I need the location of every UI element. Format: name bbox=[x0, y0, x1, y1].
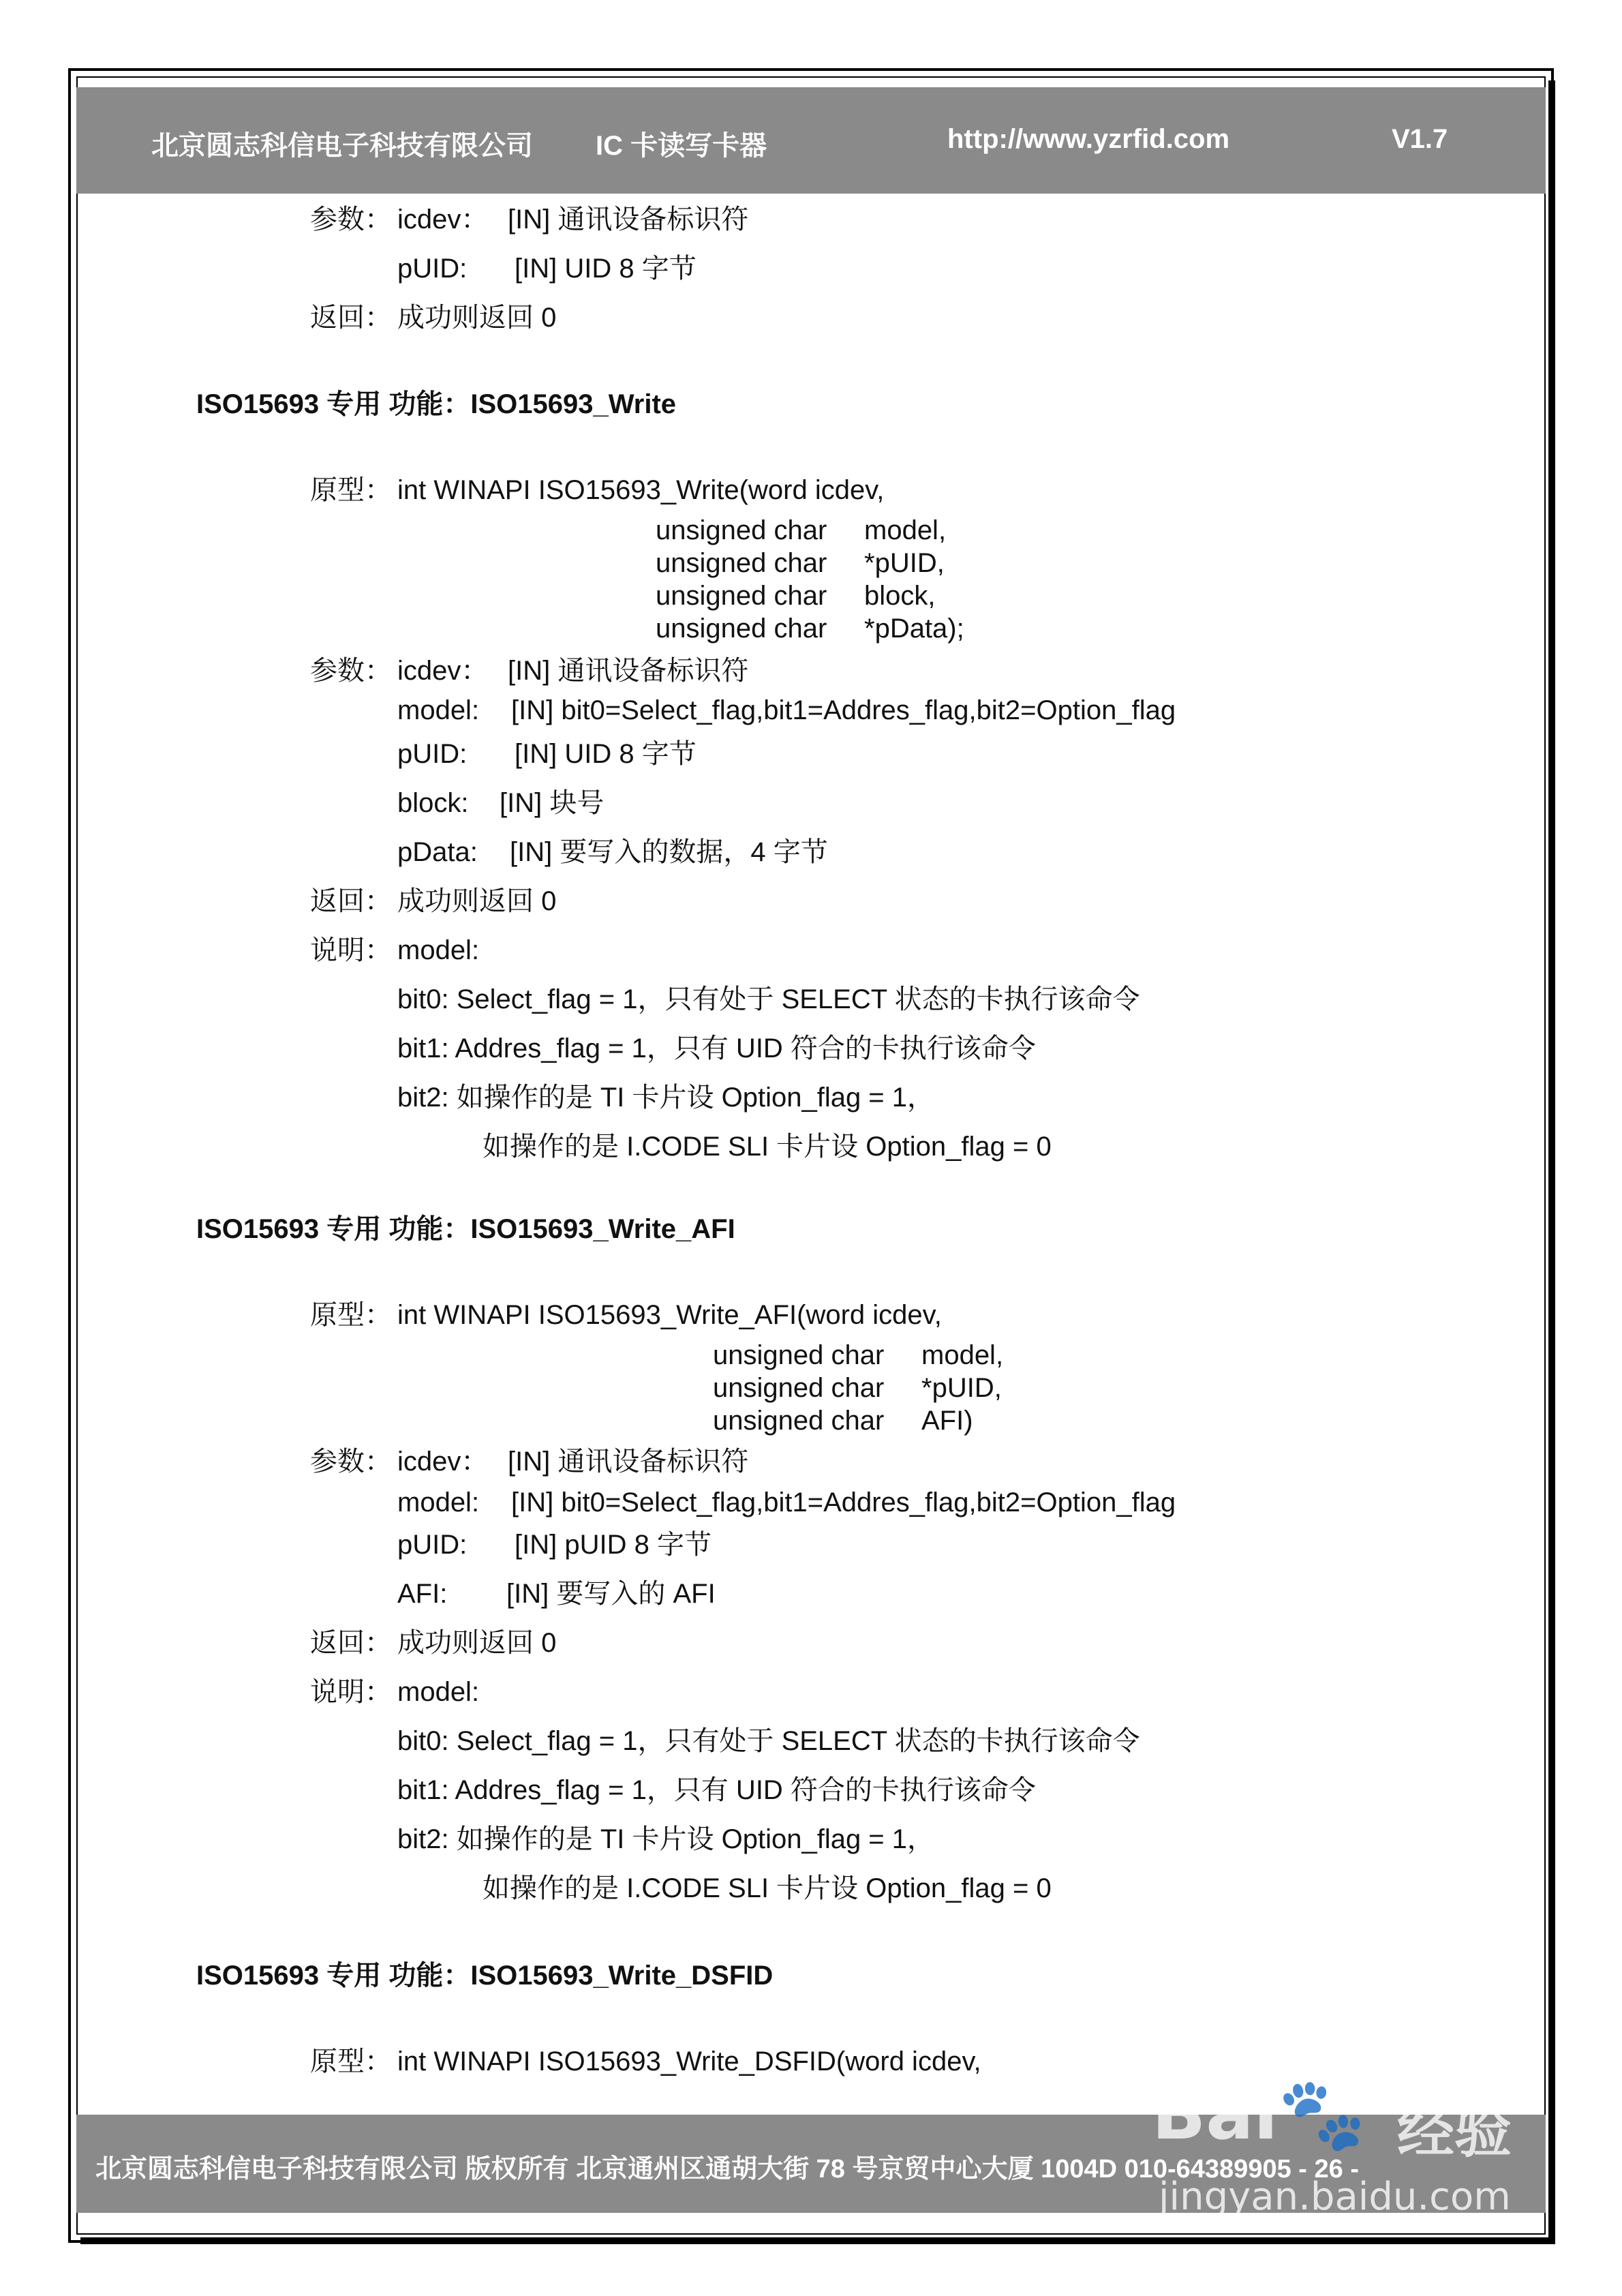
param-name: pUID: bbox=[397, 739, 468, 769]
header-company: 北京圆志科信电子科技有限公司 bbox=[151, 131, 533, 161]
param-name: block: bbox=[397, 788, 469, 818]
prototype-signature: int WINAPI ISO15693_Write_AFI(word icdev, bbox=[397, 1300, 942, 1330]
note-text: bit1: Addres_flag = 1，只有 UID 符合的卡执行该命令 bbox=[397, 1775, 1036, 1805]
watermark-brand-text: Bai bbox=[1152, 2072, 1279, 2156]
page-shadow-right bbox=[1548, 80, 1555, 2243]
watermark-brand bbox=[1152, 2072, 1366, 2156]
prototype-arg-name: model, bbox=[921, 1340, 1004, 1370]
param-name: pData: bbox=[397, 837, 478, 867]
section-heading: ISO15693 专用 功能：ISO15693_Write_AFI bbox=[196, 1214, 735, 1244]
param-desc: [IN] pUID 8 字节 bbox=[515, 1530, 711, 1560]
param-desc: [IN] 要写入的 AFI bbox=[506, 1579, 716, 1609]
param-name: icdev： bbox=[397, 1447, 489, 1477]
param-label: 参数： bbox=[310, 205, 392, 235]
prototype-arg-name: *pUID, bbox=[921, 1373, 1002, 1403]
watermark-brand-cn: 经验 bbox=[1397, 2098, 1512, 2165]
prototype-arg-type: unsigned char bbox=[713, 1373, 885, 1403]
paw-icon: 🐾 bbox=[1278, 2072, 1366, 2156]
prototype-arg-type: unsigned char bbox=[656, 515, 827, 545]
note-text: model: bbox=[397, 935, 480, 965]
prototype-arg-type: unsigned char bbox=[656, 581, 827, 611]
param-name: icdev： bbox=[397, 205, 489, 235]
section-heading: ISO15693 专用 功能：ISO15693_Write_DSFID bbox=[196, 1961, 774, 1991]
param-desc: [IN] bit0=Select_flag,bit1=Addres_flag,bit2=Option_flag bbox=[511, 695, 1176, 725]
note-label: 说明： bbox=[310, 935, 392, 965]
prototype-label: 原型： bbox=[310, 475, 392, 505]
header-version: V1.7 bbox=[1392, 124, 1448, 154]
param-desc: [IN] 通讯设备标识符 bbox=[508, 1447, 749, 1477]
note-text: model: bbox=[397, 1677, 480, 1707]
note-text: bit0: Select_flag = 1，只有处于 SELECT 状态的卡执行该命令 bbox=[397, 1726, 1140, 1756]
prototype-arg-name: *pUID, bbox=[864, 548, 945, 578]
note-text: bit2: 如操作的是 TI 卡片设 Option_flag = 1， bbox=[397, 1083, 935, 1113]
note-text: bit1: Addres_flag = 1，只有 UID 符合的卡执行该命令 bbox=[397, 1033, 1036, 1063]
param-name: model: bbox=[397, 1487, 480, 1517]
note-label: 说明： bbox=[310, 1677, 392, 1707]
note-text: 如操作的是 I.CODE SLI 卡片设 Option_flag = 0 bbox=[483, 1873, 1052, 1903]
prototype-arg-name: *pData); bbox=[864, 614, 964, 644]
param-label: 参数： bbox=[310, 1447, 392, 1477]
param-name: icdev： bbox=[397, 656, 489, 686]
prototype-arg-type: unsigned char bbox=[656, 614, 827, 644]
param-desc: [IN] 通讯设备标识符 bbox=[508, 656, 749, 686]
page-header bbox=[76, 87, 1546, 194]
return-label: 返回： bbox=[310, 303, 392, 333]
param-desc: [IN] bit0=Select_flag,bit1=Addres_flag,bit2=Option_flag bbox=[511, 1487, 1176, 1517]
param-desc: [IN] 通讯设备标识符 bbox=[508, 205, 749, 235]
header-product: IC 卡读写卡器 bbox=[596, 131, 767, 161]
footer-text: 北京圆志科信电子科技有限公司 版权所有 北京通州区通胡大街 78 号京贸中心大厦 1004D 010-64389905 - 26 - bbox=[95, 2155, 1359, 2184]
param-desc: [IN] UID 8 字节 bbox=[515, 254, 697, 284]
prototype-signature: int WINAPI ISO15693_Write(word icdev, bbox=[397, 475, 885, 505]
param-name: model: bbox=[397, 695, 480, 725]
param-name: pUID: bbox=[397, 1530, 468, 1560]
return-text: 成功则返回 0 bbox=[397, 303, 557, 333]
page-shadow-bottom bbox=[80, 2237, 1555, 2244]
return-text: 成功则返回 0 bbox=[397, 886, 557, 916]
watermark-url: jingyan.baidu.com bbox=[1159, 2175, 1511, 2219]
note-text: bit2: 如操作的是 TI 卡片设 Option_flag = 1， bbox=[397, 1824, 935, 1854]
section-heading: ISO15693 专用 功能：ISO15693_Write bbox=[196, 389, 677, 419]
return-label: 返回： bbox=[310, 886, 392, 916]
prototype-arg-type: unsigned char bbox=[656, 548, 827, 578]
param-label: 参数： bbox=[310, 656, 392, 686]
prototype-arg-name: model, bbox=[864, 515, 947, 545]
return-label: 返回： bbox=[310, 1628, 392, 1658]
param-desc: [IN] UID 8 字节 bbox=[515, 739, 697, 769]
header-url[interactable]: http://www.yzrfid.com bbox=[947, 124, 1230, 154]
prototype-arg-type: unsigned char bbox=[713, 1340, 885, 1370]
param-name: pUID: bbox=[397, 254, 468, 284]
prototype-label: 原型： bbox=[310, 1300, 392, 1330]
note-text: bit0: Select_flag = 1，只有处于 SELECT 状态的卡执行该命令 bbox=[397, 984, 1140, 1014]
prototype-label: 原型： bbox=[310, 2046, 392, 2076]
note-text: 如操作的是 I.CODE SLI 卡片设 Option_flag = 0 bbox=[483, 1132, 1052, 1162]
return-text: 成功则返回 0 bbox=[397, 1628, 557, 1658]
prototype-signature: int WINAPI ISO15693_Write_DSFID(word icdev, bbox=[397, 2046, 981, 2076]
param-name: AFI: bbox=[397, 1579, 448, 1609]
prototype-arg-type: unsigned char bbox=[713, 1406, 885, 1436]
prototype-arg-name: AFI) bbox=[921, 1406, 973, 1436]
prototype-arg-name: block, bbox=[864, 581, 936, 611]
param-desc: [IN] 要写入的数据，4 字节 bbox=[510, 837, 828, 867]
param-desc: [IN] 块号 bbox=[500, 788, 605, 818]
